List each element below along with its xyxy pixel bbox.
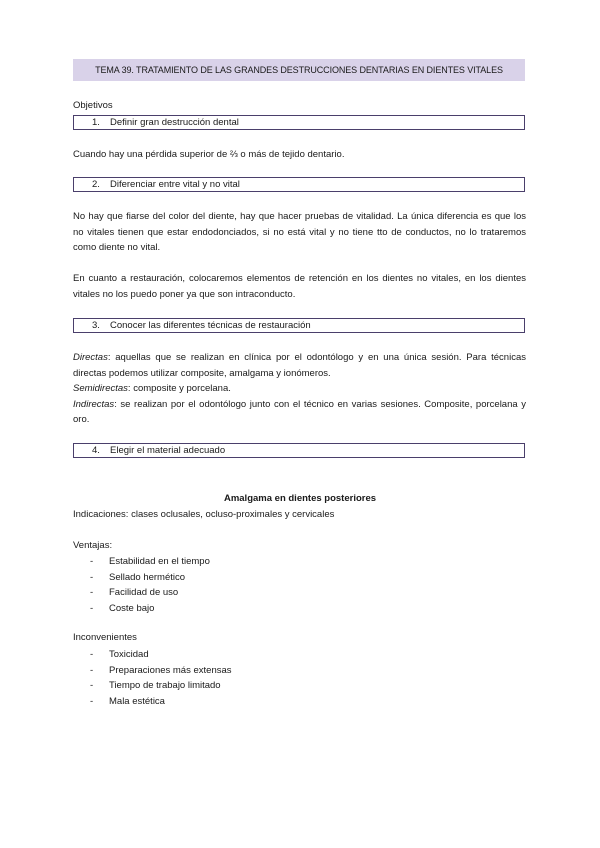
- list-item: [73, 554, 210, 570]
- indirectas-line: [73, 397, 526, 428]
- techniques-paragraph: [73, 350, 526, 428]
- list-item: [73, 647, 232, 663]
- objective-text: Conocer las diferentes técnicas de restauración: [110, 320, 311, 331]
- disadvantages-label: Inconvenientes: [73, 632, 137, 643]
- directas-label: Directas: [73, 352, 108, 363]
- advantages-list: [73, 554, 210, 616]
- objective-number: 1.: [92, 117, 100, 128]
- objectives-label: Objetivos: [73, 100, 113, 111]
- list-item-text: Tiempo de trabajo limitado: [109, 680, 221, 692]
- objective-1-paragraph: [73, 147, 526, 163]
- bullet-dash: -: [90, 695, 94, 707]
- list-item-text: Preparaciones más extensas: [109, 664, 232, 676]
- list-item-text: Mala estética: [109, 695, 165, 707]
- objective-box-3: [73, 318, 525, 333]
- bullet-dash: -: [90, 680, 94, 692]
- objective-number: 2.: [92, 179, 100, 190]
- bullet-dash: -: [90, 664, 94, 676]
- list-item-text: Coste bajo: [109, 602, 155, 614]
- paragraph-text: No hay que fiarse del color del diente, hay que hacer pruebas de vitalidad. La única diferencia es que los no vitales tienen que estar endodonciados, si no está vital y no tiene tto de conductos, no lo trataremos como diente no vital.: [73, 211, 526, 254]
- indirectas-text: : se realizan por el odontólogo junto con el técnico en varias sesiones. Composite, porcelana y oro.: [73, 398, 526, 426]
- bullet-dash: -: [90, 602, 94, 614]
- bullet-dash: -: [90, 649, 94, 660]
- directas-line: [73, 350, 526, 381]
- paragraph-text: Cuando hay una pérdida superior de ⅔ o más de tejido dentario.: [73, 149, 345, 160]
- bullet-dash: -: [90, 556, 94, 567]
- objective-number: 4.: [92, 445, 100, 456]
- objective-text: Definir gran destrucción dental: [110, 117, 239, 128]
- list-item-text: Estabilidad en el tiempo: [109, 556, 210, 567]
- semidirectas-line: [73, 381, 526, 397]
- list-item: [73, 663, 232, 679]
- document-title: [73, 59, 525, 81]
- objective-number: 3.: [92, 320, 100, 331]
- bullet-dash: -: [90, 587, 94, 599]
- list-item: [73, 694, 232, 710]
- objective-2-paragraph-2: [73, 271, 526, 302]
- paragraph-text: En cuanto a restauración, colocaremos elementos de retención en los dientes no vitales, en los dientes vitales no los puedo poner ya que son intraconducto.: [73, 273, 526, 300]
- list-item-text: Toxicidad: [109, 649, 149, 660]
- semidirectas-label: Semidirectas: [73, 383, 128, 395]
- directas-text: : aquellas que se realizan en clínica por el odontólogo y en una única sesión. Para técnicas directas podemos utilizar composite, amalgama y ionómeros.: [73, 352, 526, 379]
- indirectas-label: Indirectas: [73, 398, 115, 410]
- list-item: [73, 570, 210, 586]
- objective-box-4: [73, 443, 525, 458]
- list-item: [73, 678, 232, 694]
- amalgama-title: Amalgama en dientes posteriores: [223, 493, 377, 504]
- disadvantages-list: [73, 647, 232, 709]
- objective-box-2: [73, 177, 525, 192]
- list-item: [73, 585, 210, 601]
- objective-text: Diferenciar entre vital y no vital: [110, 179, 240, 190]
- bullet-dash: -: [90, 571, 94, 583]
- objective-box-1: [73, 115, 525, 130]
- indications-text: Indicaciones: clases oclusales, ocluso-proximales y cervicales: [73, 509, 335, 520]
- document-title-text: TEMA 39. TRATAMIENTO DE LAS GRANDES DESTRUCCIONES DENTARIAS EN DIENTES VITALES: [95, 65, 503, 75]
- list-item-text: Facilidad de uso: [109, 587, 179, 599]
- list-item-text: Sellado hermético: [109, 571, 186, 583]
- objective-text: Elegir el material adecuado: [110, 445, 226, 456]
- objective-2-paragraph-1: [73, 209, 526, 256]
- advantages-label: Ventajas:: [73, 540, 113, 551]
- semidirectas-text: : composite y porcelana.: [127, 383, 231, 395]
- list-item: [73, 601, 210, 617]
